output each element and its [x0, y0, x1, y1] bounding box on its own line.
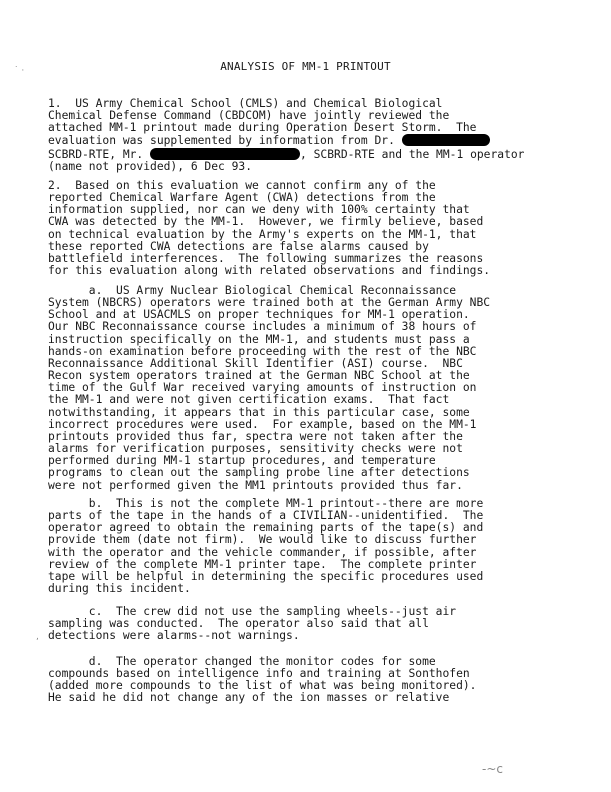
paragraph-line: c. The crew did not use the sampling wheels--just air	[48, 605, 457, 618]
paragraph-line-4	[48, 134, 584, 147]
paragraph-line: notwithstanding, it appears that in this particular case, some	[48, 405, 470, 419]
document-title: ANALYSIS OF MM-1 PRINTOUT	[220, 60, 391, 73]
paragraph-line: battlefield interferences. The following summarizes the reasons	[48, 251, 484, 265]
paragraph-line: tape will be helpful in determining the specific procedures used	[48, 569, 484, 583]
paragraph-line: for this evaluation along with related observations and findings.	[48, 264, 491, 278]
paragraph-line: printouts provided thus far, spectra were not taken after the	[48, 429, 463, 443]
paragraph-line: a. US Army Nuclear Biological Chemical Reconnaissance	[48, 284, 457, 297]
paragraph-line: d. The operator changed the monitor codes for some	[48, 655, 436, 668]
paragraph-line: CWA was detected by the MM-1. However, we firmly believe, based	[48, 215, 484, 229]
paragraph-line: 2. Based on this evaluation we cannot confirm any of the	[48, 179, 436, 192]
scan-speck: -~c	[482, 762, 503, 776]
paragraph-line: Reconnaissance Additional Skill Identifier (ASI) course. NBC	[48, 356, 463, 370]
paragraph-line: alarms for verification purposes, sensitivity checks were not	[48, 442, 463, 456]
paragraph-line: Recon system operators trained at the German NBC School at the	[48, 369, 470, 383]
paragraph-line: operator agreed to obtain the remaining parts of the tape(s) and	[48, 521, 484, 535]
paragraph-line: instruction specifically on the MM-1, and students must pass a	[48, 332, 470, 346]
paragraph-line: He said he did not change any of the ion masses or relative	[48, 691, 450, 705]
paragraph-2d	[48, 656, 584, 705]
paragraph-line: with the operator and the vehicle commander, if possible, after	[48, 545, 477, 559]
paragraph-line: Chemical Defense Command (CBDCOM) have jointly reviewed the	[48, 109, 450, 123]
paragraph-line: School and at USACMLS on proper techniques for MM-1 operation.	[48, 308, 470, 322]
redaction-mark	[402, 134, 490, 146]
paragraph-2c	[48, 606, 584, 642]
line-text-tail: , SCBRD-RTE and the MM-1 operator	[300, 147, 525, 161]
paragraph-2a	[48, 285, 584, 492]
paragraph-line: provide them (date not firm). We would like to discuss further	[48, 533, 477, 547]
scan-speck: ˙ ·	[14, 66, 25, 76]
line-text: SCBRD-RTE, Mr.	[48, 147, 144, 161]
line-text: evaluation was supplemented by information from Dr.	[48, 134, 395, 148]
paragraph-line: hands-on examination before proceeding with the rest of the NBC	[48, 344, 477, 358]
paragraph-line: (name not provided), 6 Dec 93.	[48, 159, 253, 173]
paragraph-line: on technical evaluation by the Army's experts on the MM-1, that	[48, 227, 477, 241]
paragraph-line: detections were alarms--not warnings.	[48, 629, 300, 643]
paragraph-line: 1. US Army Chemical School (CMLS) and Chemical Biological	[48, 97, 443, 110]
paragraph-line: programs to clean out the sampling probe line after detections	[48, 466, 470, 480]
paragraph-2b	[48, 498, 584, 595]
paragraph-line: performed during MM-1 startup procedures, and temperature	[48, 454, 436, 468]
paragraph-line: the MM-1 and were not given certification exams. That fact	[48, 393, 450, 407]
paragraph-line: review of the complete MM-1 printer tape. The complete printer	[48, 557, 477, 571]
paragraph-line: information supplied, nor can we deny with 100% certainty that	[48, 203, 470, 217]
paragraph-line: b. This is not the complete MM-1 printout--there are more	[48, 497, 484, 510]
paragraph-line-5	[48, 148, 584, 161]
paragraph-line: time of the Gulf War received varying amounts of instruction on	[48, 381, 477, 395]
paragraph-line: attached MM-1 printout made during Operation Desert Storm. The	[48, 121, 477, 135]
paragraph-line: compounds based on intelligence info and training at Sonthofen	[48, 667, 470, 681]
paragraph-line: parts of the tape in the hands of a CIVILIAN--unidentified. The	[48, 509, 484, 523]
redaction-mark	[150, 148, 300, 160]
paragraph-line: were not performed given the MM1 printouts provided thus far.	[48, 478, 463, 492]
paragraph-1	[48, 98, 584, 173]
paragraph-line: Our NBC Reconnaissance course includes a minimum of 38 hours of	[48, 320, 477, 334]
paragraph-line: (added more compounds to the list of what was being monitored).	[48, 679, 477, 693]
paragraph-2	[48, 180, 584, 277]
paragraph-line: these reported CWA detections are false alarms caused by	[48, 239, 429, 253]
paragraph-line: reported Chemical Warfare Agent (CWA) detections from the	[48, 191, 436, 205]
paragraph-line: incorrect procedures were used. For example, based on the MM-1	[48, 417, 477, 431]
paragraph-line: during this incident.	[48, 582, 191, 596]
paragraph-line: sampling was conducted. The operator also said that all	[48, 617, 429, 631]
scan-speck: ,	[36, 632, 39, 642]
paragraph-line: System (NBCRS) operators were trained both at the German Army NBC	[48, 296, 491, 310]
